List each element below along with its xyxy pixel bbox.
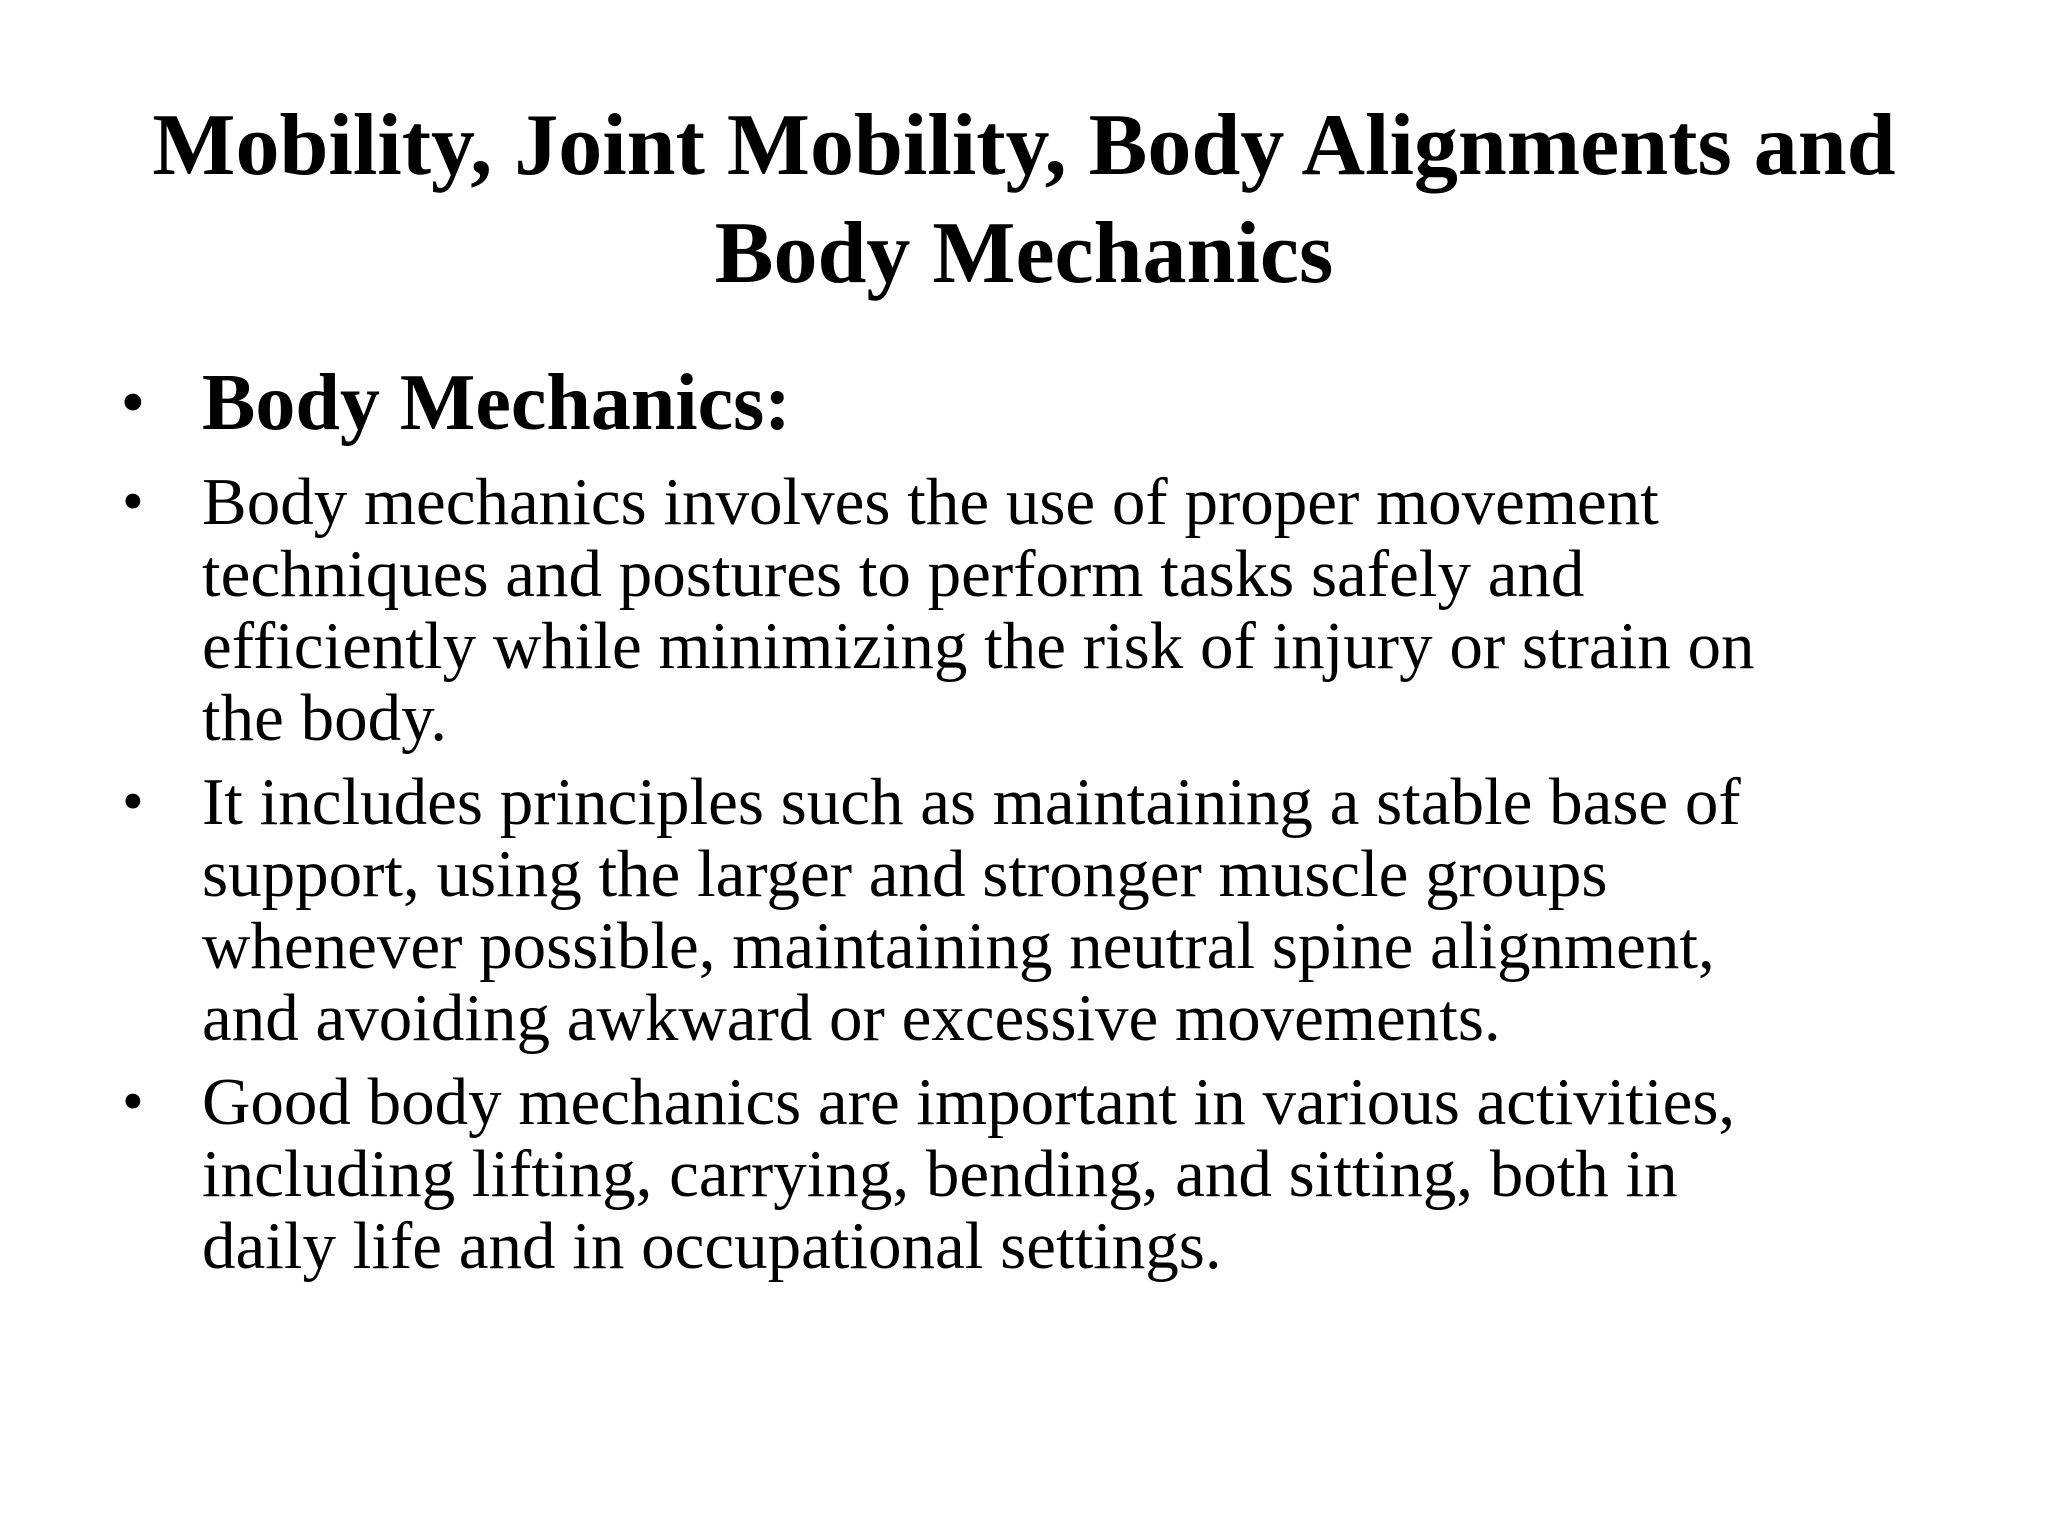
bullet-list xyxy=(122,356,1982,1294)
bullet-text-line: Good body mechanics are important in various activities, xyxy=(202,1065,1736,1139)
bullet-point-icon: • xyxy=(122,1068,144,1136)
title-line-2: Body Mechanics xyxy=(714,205,1334,302)
bullet-point-icon: • xyxy=(122,768,144,836)
bullet-text-line: efficiently while minimizing the risk of injury or strain on xyxy=(202,609,1755,683)
bullet-text-line: and avoiding awkward or excessive movements. xyxy=(202,981,1501,1055)
bullet-text-line: including lifting, carrying, bending, and sitting, both in xyxy=(202,1137,1678,1211)
bullet-text-line: Body mechanics involves the use of proper movement xyxy=(202,465,1659,539)
bullet-item-3 xyxy=(122,1066,1982,1282)
bullet-point-icon: • xyxy=(122,369,144,437)
bullet-item-1 xyxy=(122,466,1982,754)
bullet-heading-item xyxy=(122,356,1982,450)
slide-title xyxy=(60,92,1988,308)
section-heading: Body Mechanics: xyxy=(202,359,791,447)
bullet-text-line: It includes principles such as maintaining a stable base of xyxy=(202,765,1741,839)
bullet-text-line: techniques and postures to perform tasks safely and xyxy=(202,537,1585,611)
bullet-text-line: daily life and in occupational settings. xyxy=(202,1209,1222,1283)
bullet-item-2 xyxy=(122,766,1982,1054)
bullet-point-icon: • xyxy=(122,468,144,536)
bullet-text-line: support, using the larger and stronger muscle groups xyxy=(202,837,1608,911)
bullet-text-line: the body. xyxy=(202,681,448,755)
title-line-1: Mobility, Joint Mobility, Body Alignments and xyxy=(152,97,1896,194)
bullet-text-line: whenever possible, maintaining neutral spine alignment, xyxy=(202,909,1715,983)
